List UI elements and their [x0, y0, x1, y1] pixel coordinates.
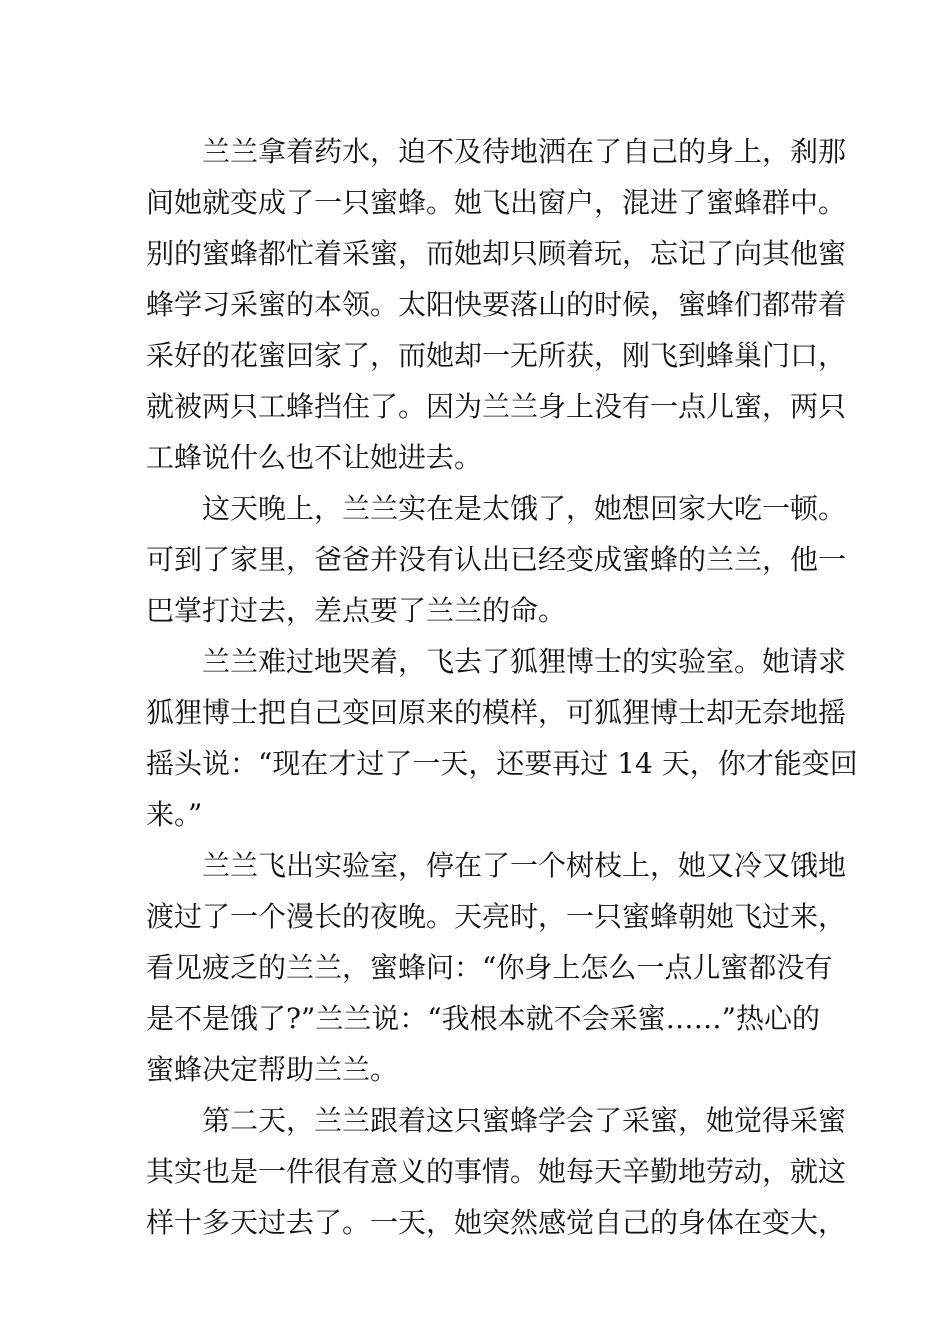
text-line: 巴掌打过去，差点要了兰兰的命。	[146, 594, 567, 627]
text-line: 采好的花蜜回家了，而她却一无所获，刚飞到蜂巢门口，	[146, 339, 847, 372]
text-line: 工蜂说什么也不让她进去。	[146, 441, 483, 474]
story-text	[146, 126, 858, 1248]
text-line: 兰兰难过地哭着，飞去了狐狸博士的实验室。她请求	[202, 645, 847, 678]
text-line: 兰兰飞出实验室，停在了一个树枝上，她又冷又饿地	[202, 849, 847, 882]
text-line: 这天晚上，兰兰实在是太饿了，她想回家大吃一顿。	[202, 492, 847, 525]
text-line: 蜂学习采蜜的本领。太阳快要落山的时候，蜜蜂们都带着	[146, 288, 847, 321]
text-line: 其实也是一件很有意义的事情。她每天辛勤地劳动，就这	[146, 1155, 847, 1188]
text-line: 渡过了一个漫长的夜晚。天亮时，一只蜜蜂朝她飞过来，	[146, 900, 847, 933]
text-line: 兰兰拿着药水，迫不及待地洒在了自己的身上，刹那	[202, 135, 847, 168]
text-line: 样十多天过去了。一天，她突然感觉自己的身体在变大，	[146, 1206, 847, 1239]
text-line: 别的蜜蜂都忙着采蜜，而她却只顾着玩，忘记了向其他蜜	[146, 237, 847, 270]
text-line: 看见疲乏的兰兰，蜜蜂问：“你身上怎么一点儿蜜都没有	[146, 951, 833, 984]
text-line: 是不是饿了?”兰兰说：“我根本就不会采蜜……”热心的	[146, 1002, 820, 1035]
text-line: 第二天，兰兰跟着这只蜜蜂学会了采蜜，她觉得采蜜	[202, 1104, 847, 1137]
text-line: 可到了家里，爸爸并没有认出已经变成蜜蜂的兰兰，他一	[146, 543, 847, 576]
text-line: 来。”	[146, 798, 203, 831]
text-line: 间她就变成了一只蜜蜂。她飞出窗户，混进了蜜蜂群中。	[146, 186, 847, 219]
text-line: 摇头说：“现在才过了一天，还要再过 14 天，你才能变回	[146, 747, 858, 780]
text-line: 狐狸博士把自己变回原来的模样，可狐狸博士却无奈地摇	[146, 696, 847, 729]
text-line: 就被两只工蜂挡住了。因为兰兰身上没有一点儿蜜，两只	[146, 390, 847, 423]
text-line: 蜜蜂决定帮助兰兰。	[146, 1053, 399, 1086]
